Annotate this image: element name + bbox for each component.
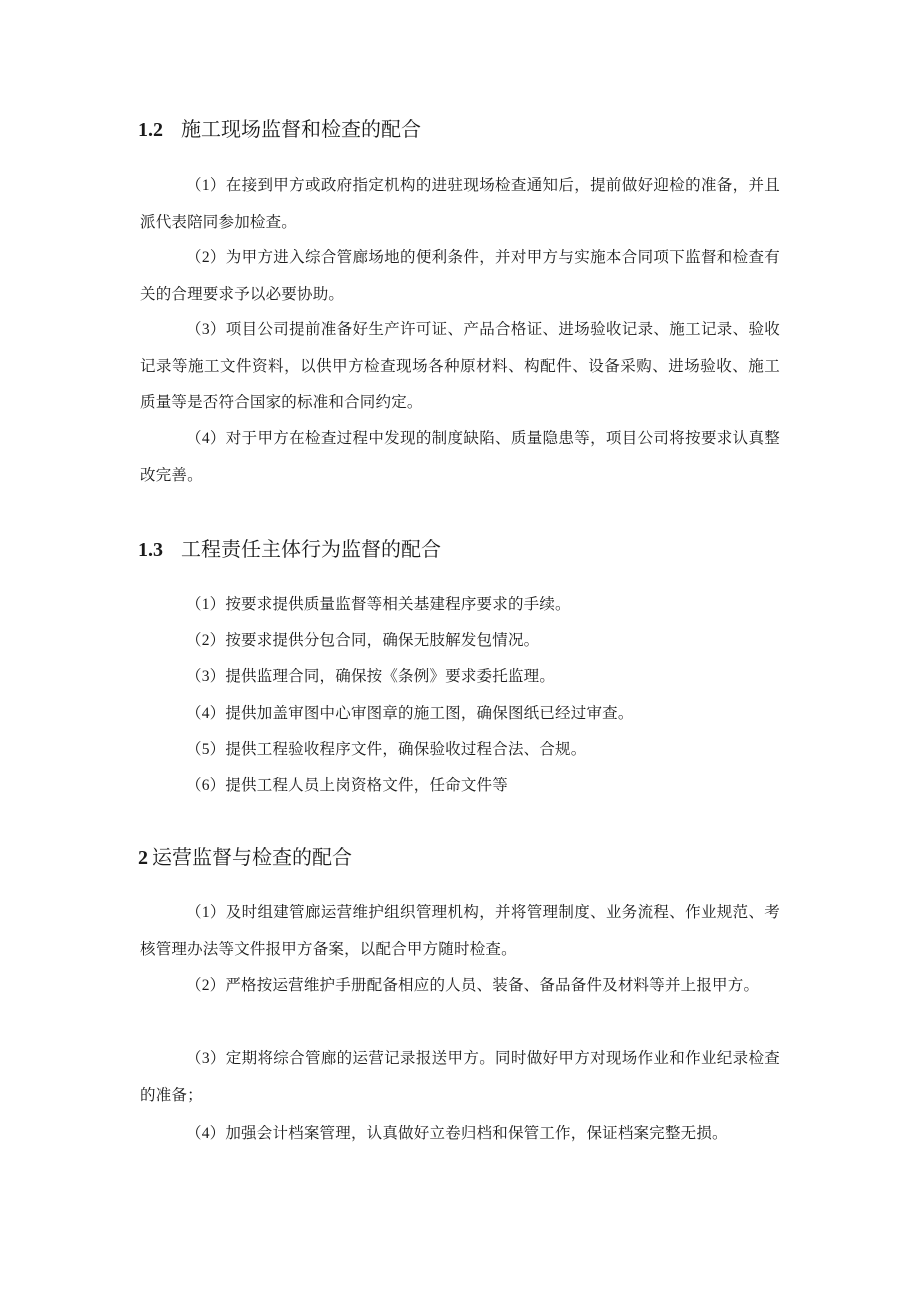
paragraph-1-3-2 xyxy=(140,622,780,659)
item-number: （2） xyxy=(186,249,226,266)
paragraph-1-3-5 xyxy=(140,731,780,768)
item-number: （4） xyxy=(186,1125,226,1142)
section-number: 2 xyxy=(138,847,148,869)
paragraph-1-3-4 xyxy=(140,695,780,732)
item-text: 定期将综合管廊的运营记录报送甲方。同时做好甲方对现场作业和作业纪录检查的准备； xyxy=(140,1049,780,1104)
item-number: （2） xyxy=(186,977,226,994)
paragraph-2-2 xyxy=(140,967,780,1004)
section-title: 工程责任主体行为监督的配合 xyxy=(181,537,441,561)
item-number: （5） xyxy=(186,741,226,758)
item-number: （3） xyxy=(186,321,226,338)
item-number: （4） xyxy=(186,705,226,722)
paragraph-2-1 xyxy=(140,894,780,967)
item-text: 提供工程验收程序文件，确保验收过程合法、合规。 xyxy=(225,740,587,758)
paragraph-2-4 xyxy=(140,1113,740,1154)
item-text: 为甲方进入综合管廊场地的便利条件，并对甲方与实施本合同项下监督和检查有关的合理要求予以必要协助。 xyxy=(140,248,780,303)
paragraph-1-2-3 xyxy=(140,311,780,420)
paragraph-1-2-1 xyxy=(140,167,780,240)
item-text: 项目公司提前准备好生产许可证、产品合格证、进场验收记录、施工记录、验收记录等施工文件资料，以供甲方检查现场各种原材料、构配件、设备采购、进场验收、施工质量等是否符合国家的标准和合同约定。 xyxy=(140,320,780,411)
item-number: （1） xyxy=(186,596,226,613)
item-text: 提供工程人员上岗资格文件，任命文件等 xyxy=(225,776,508,794)
item-number: （3） xyxy=(186,1050,226,1067)
item-text: 及时组建管廊运营维护组织管理机构，并将管理制度、业务流程、作业规范、考核管理办法等文件报甲方备案，以配合甲方随时检查。 xyxy=(140,903,780,958)
item-number: （2） xyxy=(186,632,226,649)
paragraph-2-3 xyxy=(140,1040,780,1113)
section-number: 1.2 xyxy=(138,119,163,141)
item-number: （3） xyxy=(186,668,226,685)
section-title: 施工现场监督和检查的配合 xyxy=(181,117,421,141)
section-title: 运营监督与检查的配合 xyxy=(152,845,352,869)
item-text: 严格按运营维护手册配备相应的人员、装备、备品备件及材料等并上报甲方。 xyxy=(225,976,760,994)
paragraph-1-2-2 xyxy=(140,239,780,312)
paragraph-1-3-1 xyxy=(140,586,780,623)
item-text: 按要求提供质量监督等相关基建程序要求的手续。 xyxy=(225,595,571,613)
item-text: 提供加盖审图中心审图章的施工图，确保图纸已经过审查。 xyxy=(225,704,634,722)
item-number: （6） xyxy=(186,777,226,794)
paragraph-1-3-3 xyxy=(140,658,780,695)
item-text: 按要求提供分包合同，确保无肢解发包情况。 xyxy=(225,631,540,649)
paragraph-1-2-4 xyxy=(140,420,780,493)
item-text: 提供监理合同，确保按《条例》要求委托监理。 xyxy=(225,667,556,685)
section-number: 1.3 xyxy=(138,539,163,561)
section-heading-2 xyxy=(138,843,352,872)
item-text: 对于甲方在检查过程中发现的制度缺陷、质量隐患等，项目公司将按要求认真整改完善。 xyxy=(140,429,780,484)
section-heading-1-2 xyxy=(138,115,421,144)
section-heading-1-3 xyxy=(138,535,441,564)
item-text: 在接到甲方或政府指定机构的进驻现场检查通知后，提前做好迎检的准备，并且派代表陪同参加检查。 xyxy=(140,176,780,231)
item-number: （4） xyxy=(186,430,226,447)
paragraph-1-3-6 xyxy=(140,767,780,804)
item-number: （1） xyxy=(186,177,226,194)
item-text: 加强会计档案管理，认真做好立卷归档和保管工作，保证档案完整无损。 xyxy=(225,1124,728,1142)
item-number: （1） xyxy=(186,904,226,921)
